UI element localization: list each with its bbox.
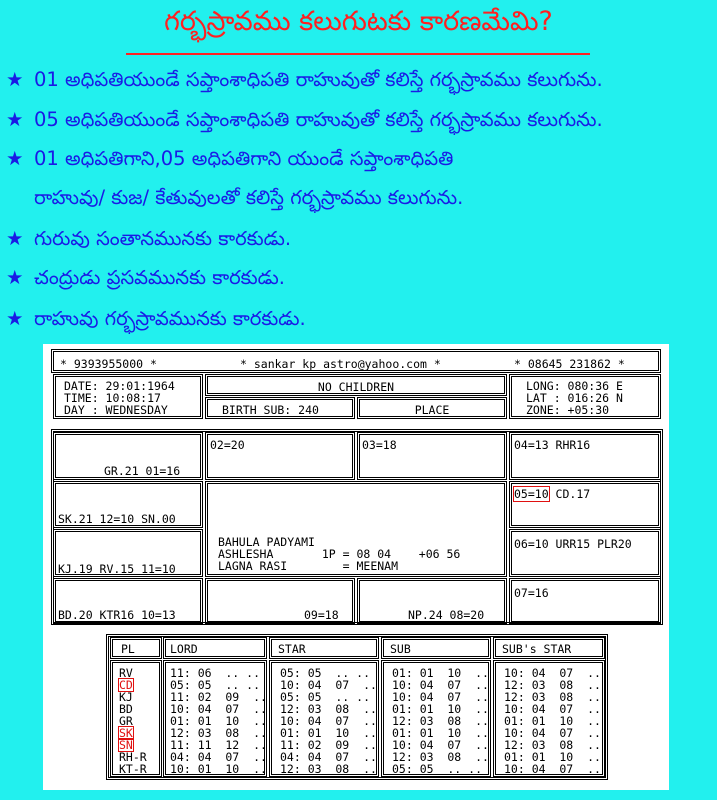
birth-sub-text: BIRTH SUB: 240 (222, 403, 319, 417)
date-text: DATE: 29:01:1964 (64, 379, 175, 393)
table-cell: GR (119, 714, 133, 728)
table-cell: 05: 05 .. .. (392, 762, 483, 776)
rule-line-5: ★ చంద్రుడు ప్రసవమునకు కారకుడు. (6, 266, 285, 289)
table-cell: 01: 01 10 .. (504, 750, 601, 764)
table-cell: SK (119, 726, 133, 740)
table-cell: KJ (119, 690, 133, 704)
table-cell: 10: 04 07 .. (392, 738, 489, 752)
table-cell: 12: 03 08 .. (170, 726, 267, 740)
table-cell: 12: 03 08 .. (392, 750, 489, 764)
star-icon: ★ (6, 68, 24, 91)
col-header-star: STAR (269, 637, 379, 659)
table-cell: 11: 06 .. .. (170, 666, 261, 680)
house-cell-3: 03=18 (357, 432, 507, 480)
lat-text: LAT : 016:26 N (526, 391, 623, 405)
table-cell: 05: 05 .. .. (170, 678, 261, 692)
table-cell: RV (119, 666, 133, 680)
star-icon: ★ (6, 266, 24, 289)
birth-sub-box (205, 397, 355, 419)
table-cell: 01: 01 10 .. (170, 714, 267, 728)
email-text: * sankar_kp_astro@yahoo.com * (240, 357, 441, 371)
table-cell: 01: 01 10 .. (392, 726, 489, 740)
chart-center: BAHULA PADYAMI ASHLESHA 1P = 08 04 +06 56 LAGNA RASI = MEENAM (205, 481, 507, 577)
house-cell-1: GR.21 01=16 (53, 432, 203, 480)
table-cell: 01: 01 10 .. (280, 726, 377, 740)
col-header-substar: SUB's STAR (493, 637, 605, 659)
table-cell: 10: 01 10 .. (170, 762, 267, 776)
house-cell-11: NP.24 08=20 (357, 578, 507, 624)
table-cell: 04: 04 07 .. (280, 750, 377, 764)
contact-bar (51, 349, 661, 373)
phone2-text: * 08645_231862 * (514, 357, 625, 371)
time-text: TIME: 10:08:17 (64, 391, 161, 405)
house-cell-8: 06=10 URR15 PLR20 (509, 529, 661, 577)
table-cell: SN (119, 738, 133, 752)
table-cell: 10: 04 07 .. (392, 678, 489, 692)
house-cell-9: BD.20 KTR16 10=13 (53, 578, 203, 624)
star-icon: ★ (6, 307, 24, 330)
table-cell: 01: 01 10 .. (504, 714, 601, 728)
coord-box (509, 374, 661, 419)
table-cell: 01: 01 10 .. (392, 702, 489, 716)
table-cell: 10: 04 07 .. (280, 714, 377, 728)
page-title: గర్భస్రావము కలుగుటకు కారణమేమి? (164, 6, 553, 37)
table-cell: 05: 05 .. .. (280, 666, 371, 680)
table-cell: 10: 04 07 .. (504, 702, 601, 716)
col-header-pl: PL (110, 637, 162, 659)
table-cell: 10: 04 07 .. (504, 666, 601, 680)
table-cell: RH-R (119, 750, 147, 764)
table-cell: 04: 04 07 .. (170, 750, 267, 764)
table-cell: 12: 03 08 .. (280, 702, 377, 716)
title-underline (126, 53, 590, 55)
house-cell-4: 04=13 RHR16 (509, 432, 661, 480)
phone-text: * 9393955000 * (60, 357, 157, 371)
place-box (357, 397, 507, 419)
long-text: LONG: 080:36 E (526, 379, 623, 393)
rule-line-3: ★ 01 అధిపతిగాని,05 అధిపతిగాని యుండే సప్తాంశాధిపతి (6, 147, 454, 170)
rule-line-2: ★ 05 అధిపతియుండే సప్తాంశాధిపతి రాహువుతో కలిస్తే గర్భస్రావము కలుగును. (6, 108, 603, 131)
house-cell-5: SK.21 12=10 SN.00 (53, 481, 203, 528)
col-header-sub: SUB (381, 637, 491, 659)
rule-line-1: ★ 01 అధిపతియుండే సప్తాంశాధిపతి రాహువుతో కలిస్తే గర్భస్రావము కలుగును. (6, 68, 603, 91)
rule-line-4: ★ గురువు సంతానమునకు కారకుడు. (6, 227, 292, 250)
table-cell: 12: 03 08 .. (504, 690, 601, 704)
star-icon: ★ (6, 108, 24, 131)
table-cell: 10: 04 07 .. (170, 702, 267, 716)
house-cell-10: 09=18 (205, 578, 355, 624)
zone-text: ZONE: +05:30 (526, 403, 610, 417)
table-cell: 05: 05 .. .. (280, 690, 371, 704)
table-cell: 12: 03 08 .. (392, 714, 489, 728)
table-cell: 01: 01 10 .. (392, 666, 489, 680)
table-cell: 12: 03 08 .. (504, 738, 601, 752)
datetime-box (53, 374, 203, 419)
table-cell: KT-R (119, 762, 147, 776)
case-text: NO_CHILDREN (317, 380, 395, 394)
day-text: DAY : WEDNESDAY (64, 403, 168, 417)
col-substar (493, 660, 605, 777)
table-cell: 10: 04 07 .. (504, 726, 601, 740)
table-cell: 10: 04 07 .. (280, 678, 377, 692)
col-pl (110, 660, 162, 777)
table-cell: 12: 03 08 .. (504, 678, 601, 692)
star-icon: ★ (6, 227, 24, 250)
house-cell-7: KJ.19 RV.15 11=10 (53, 529, 203, 577)
col-lord (163, 660, 267, 777)
house-cell-2: 02=20 (205, 432, 355, 480)
rule-line-3-cont: రాహువు/ కుజ/ కేతువులతో కలిస్తే గర్భస్రావము కలుగును. (34, 186, 464, 209)
star-icon: ★ (6, 147, 24, 170)
col-sub (381, 660, 491, 777)
case-box (205, 374, 507, 396)
place-text: PLACE (414, 403, 450, 417)
horoscope-panel (43, 344, 669, 790)
house-cell-12: 07=16 (509, 578, 661, 624)
table-cell: BD (119, 702, 133, 716)
col-header-lord: LORD (163, 637, 267, 659)
table-cell: 10: 04 07 .. (504, 762, 601, 776)
house-cell-6: 05=10 CD.17 (509, 481, 661, 528)
rule-line-6: ★ రాహువు గర్భస్రావమునకు కారకుడు. (6, 307, 306, 330)
table-cell: CD (119, 678, 133, 692)
table-cell: 11: 02 09 .. (280, 738, 377, 752)
table-cell: 11: 02 09 .. (170, 690, 267, 704)
table-cell: 11: 11 12 .. (170, 738, 267, 752)
table-cell: 10: 04 07 .. (392, 690, 489, 704)
col-star (269, 660, 379, 777)
table-cell: 12: 03 08 .. (280, 762, 377, 776)
